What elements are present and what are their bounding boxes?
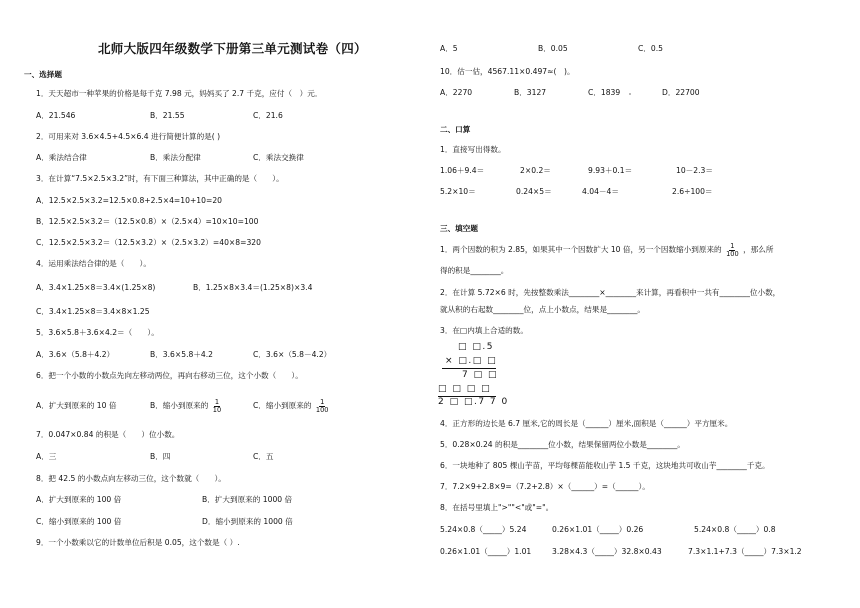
section-heading: 三、填空题 bbox=[440, 224, 478, 233]
oral-item: 0.24×5＝ bbox=[516, 187, 552, 196]
fraction-denominator: 100 bbox=[315, 405, 329, 414]
q1-option-b: B．21.55 bbox=[150, 111, 185, 120]
q1-option-c: C．21.6 bbox=[253, 111, 283, 120]
q10-option-a: A．2270 bbox=[440, 88, 473, 97]
oral-item: 9.93＋0.1＝ bbox=[588, 166, 633, 175]
question-1: 1．天天超市一种苹果的价格是每千克 7.98 元，妈妈买了 2.7 千克，应付（ ）元． bbox=[36, 89, 323, 98]
q9-option-b: B．0.05 bbox=[538, 44, 568, 53]
q3-option-c: C．12.5×2.5×3.2＝（12.5×3.2）×（2.5×3.2）=40×8=320 bbox=[36, 238, 261, 247]
q8-option-c: C．缩小到原来的 100 倍 bbox=[36, 517, 122, 526]
fraction bbox=[725, 243, 740, 258]
q6-option-c-label: C．缩小到原来的 bbox=[253, 401, 312, 410]
q8-option-a: A．扩大到原来的 100 倍 bbox=[36, 495, 122, 504]
fill-question-2-cont: 就从积的右起数________位，点上小数点，结果是________。 bbox=[440, 305, 646, 314]
compare-item: 0.26×1.01（_____）0.26 bbox=[552, 525, 644, 534]
q5-option-b: B．3.6×5.8＋4.2 bbox=[150, 350, 213, 359]
oral-instruction: 1．直接写出得数。 bbox=[440, 145, 506, 154]
q10-option-d: D．22700 bbox=[662, 88, 700, 97]
question-2: 2．可用来对 3.6×4.5+4.5×6.4 进行简便计算的是( ) bbox=[36, 132, 221, 141]
q6-option-c bbox=[253, 396, 330, 416]
fraction-numerator: 1 bbox=[214, 397, 220, 406]
fraction-denominator: 100 bbox=[726, 249, 739, 258]
fill-question-8: 8．在括号里填上">""<"或"="。 bbox=[440, 503, 554, 512]
q3-option-a: A．12.5×2.5×3.2=12.5×0.8+2.5×4=10+10=20 bbox=[36, 196, 222, 205]
q4-option-b: B．1.25×8×3.4＝(1.25×8)×3.4 bbox=[193, 283, 313, 292]
oral-item: 4.04－4＝ bbox=[582, 187, 619, 196]
question-5: 5．3.6×5.8＋3.6×4.2＝（ ）。 bbox=[36, 328, 159, 337]
fill-question-5: 5．0.28×0.24 的积是________位小数，结果保留两位小数是________。 bbox=[440, 440, 685, 449]
decorative-dot bbox=[629, 93, 631, 95]
q2-option-b: B．乘法分配律 bbox=[150, 153, 201, 162]
vertical-row-1: □ □.5 bbox=[458, 342, 494, 352]
q5-option-c: C．3.6×（5.8－4.2） bbox=[253, 350, 332, 359]
fill-question-7: 7．7.2×9+2.8×9=（7.2+2.8）×（______）=（______）。 bbox=[440, 482, 650, 491]
q3-option-b: B．12.5×2.5×3.2＝（12.5×0.8）×（2.5×4）=10×10=100 bbox=[36, 217, 259, 226]
fraction-numerator: 1 bbox=[320, 397, 325, 406]
fill-question-1 bbox=[440, 240, 773, 260]
oral-item: 10－2.3＝ bbox=[676, 166, 713, 175]
page-title: 北师大版四年级数学下册第三单元测试卷（四） bbox=[98, 41, 367, 56]
q7-option-b: B．四 bbox=[150, 452, 171, 461]
vertical-row-2: × □.□ □ bbox=[445, 356, 498, 366]
q6-option-a: A．扩大到原来的 10 倍 bbox=[36, 401, 117, 410]
q6-option-b-label: B．缩小到原来的 bbox=[150, 401, 209, 410]
q9-option-c: C．0.5 bbox=[638, 44, 663, 53]
q7-option-c: C．五 bbox=[253, 452, 274, 461]
compare-item: 5.24×0.8（_____）0.8 bbox=[694, 525, 776, 534]
q6-option-b bbox=[150, 396, 223, 416]
vertical-row-4: □ □ □ □ bbox=[438, 384, 492, 394]
q1-option-a: A．21.546 bbox=[36, 111, 76, 120]
fill-question-1-cont: 得的积是________。 bbox=[440, 266, 509, 275]
oral-item: 1.06＋9.4＝ bbox=[440, 166, 485, 175]
compare-item: 5.24×0.8（_____）5.24 bbox=[440, 525, 527, 534]
compare-item: 7.3×1.1+7.3（_____）7.3×1.2 bbox=[688, 547, 802, 556]
fill-question-1-text: 1．两个因数的积为 2.85，如果其中一个因数扩大 10 倍，另一个因数缩小到原来的 bbox=[440, 245, 722, 254]
vertical-row-5: 2 □ □.7 7 0 bbox=[438, 397, 509, 407]
q8-option-b: B．扩大到原来的 1000 倍 bbox=[202, 495, 293, 504]
question-9: 9．一个小数乘以它的计数单位后积是 0.05，这个数是（ ）. bbox=[36, 538, 240, 547]
compare-item: 3.28×4.3（_____）32.8×0.43 bbox=[552, 547, 662, 556]
question-4: 4．运用乘法结合律的是（ ）。 bbox=[36, 259, 151, 268]
fill-question-3: 3．在□内填上合适的数。 bbox=[440, 326, 528, 335]
vertical-row-3: 7 □ □ bbox=[462, 370, 498, 380]
q8-option-d: D．缩小到原来的 1000 倍 bbox=[202, 517, 293, 526]
fill-question-4: 4．正方形的边长是 6.7 厘米,它的周长是（______）厘米,面积是（______）平方厘米。 bbox=[440, 419, 733, 428]
section-heading: 二、口算 bbox=[440, 125, 471, 134]
oral-item: 2.6÷100＝ bbox=[672, 187, 713, 196]
question-8: 8．把 42.5 的小数点向左移动三位，这个数就（ ）。 bbox=[36, 474, 226, 483]
right-column bbox=[430, 0, 860, 608]
oral-item: 5.2×10＝ bbox=[440, 187, 476, 196]
fill-question-2: 2．在计算 5.72×6 时，先按整数乘法________×________来计算，再看积中一共有________位小数， bbox=[440, 288, 781, 297]
q2-option-c: C．乘法交换律 bbox=[253, 153, 304, 162]
question-10: 10．估一估，4567.11×0.497≈( )。 bbox=[440, 67, 575, 76]
q2-option-a: A．乘法结合律 bbox=[36, 153, 87, 162]
q7-option-a: A．三 bbox=[36, 452, 57, 461]
oral-item: 2×0.2＝ bbox=[520, 166, 551, 175]
divider-line bbox=[442, 368, 496, 369]
fill-question-6: 6．一块地种了 805 棵山芋苗，平均每棵苗能收山芋 1.5 千克，这块地共可收山芋________千克。 bbox=[440, 461, 770, 470]
fraction bbox=[212, 399, 222, 414]
q4-option-c: C．3.4×1.25×8＝3.4×8×1.25 bbox=[36, 307, 150, 316]
compare-item: 0.26×1.01（_____）1.01 bbox=[440, 547, 532, 556]
question-3: 3．在计算“7.5×2.5×3.2”时，有下面三种算法，其中正确的是（ ）。 bbox=[36, 174, 284, 183]
fraction bbox=[315, 399, 330, 414]
q9-option-a: A．5 bbox=[440, 44, 458, 53]
fill-question-1-tail: ，那么所 bbox=[743, 245, 774, 254]
q5-option-a: A．3.6×（5.8＋4.2） bbox=[36, 350, 115, 359]
question-6: 6．把一个小数的小数点先向左移动两位，再向右移动三位，这个小数（ ）。 bbox=[36, 371, 303, 380]
q10-option-c: C．1839 bbox=[588, 88, 621, 97]
q10-option-b: B．3127 bbox=[514, 88, 547, 97]
question-7: 7．0.047×0.84 的积是（ ）位小数。 bbox=[36, 430, 180, 439]
fraction-denominator: 10 bbox=[212, 405, 222, 414]
section-heading: 一、选择题 bbox=[24, 70, 62, 79]
fraction-numerator: 1 bbox=[730, 241, 735, 250]
q4-option-a: A．3.4×1.25×8＝3.4×(1.25×8) bbox=[36, 283, 156, 292]
